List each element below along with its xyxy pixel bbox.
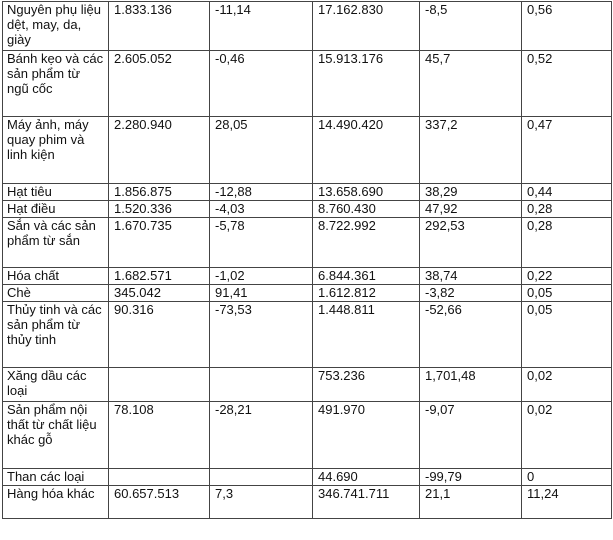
value-cell: 1.833.136 [109,2,210,51]
value-cell: -0,46 [210,51,313,117]
value-cell: 0,47 [522,117,612,184]
value-cell: 0 [522,469,612,486]
table-row [3,117,612,184]
value-cell: 8.760.430 [313,201,420,218]
table-row [3,486,612,519]
item-cell: Nguyên phụ liệu dệt, may, da, giày [3,2,109,51]
value-cell: 1.670.735 [109,218,210,268]
value-cell: 753.236 [313,368,420,402]
value-cell: -73,53 [210,302,313,368]
value-cell: 292,53 [420,218,522,268]
item-cell: Hạt tiêu [3,184,109,201]
value-cell: 14.490.420 [313,117,420,184]
value-cell: 0,28 [522,201,612,218]
value-cell: 0,22 [522,268,612,285]
value-cell: -12,88 [210,184,313,201]
value-cell: 38,29 [420,184,522,201]
value-cell: 1.856.875 [109,184,210,201]
value-cell: 15.913.176 [313,51,420,117]
value-cell: 0,56 [522,2,612,51]
value-cell: 346.741.711 [313,486,420,519]
value-cell: -4,03 [210,201,313,218]
value-cell: 337,2 [420,117,522,184]
table-row [3,368,612,402]
item-cell: Bánh kẹo và các sản phẩm từ ngũ cốc [3,51,109,117]
value-cell: 1,701,48 [420,368,522,402]
value-cell: -11,14 [210,2,313,51]
table-row [3,51,612,117]
table-row [3,302,612,368]
value-cell: 11,24 [522,486,612,519]
value-cell: 45,7 [420,51,522,117]
value-cell: -3,82 [420,285,522,302]
value-cell [210,368,313,402]
table-row [3,268,612,285]
value-cell: 17.162.830 [313,2,420,51]
item-cell: Sắn và các sản phẩm từ sắn [3,218,109,268]
value-cell: 0,52 [522,51,612,117]
item-cell: Sản phẩm nội thất từ chất liệu khác gỗ [3,402,109,469]
table-row [3,2,612,51]
value-cell: 0,02 [522,402,612,469]
table-row [3,184,612,201]
item-cell: Hóa chất [3,268,109,285]
value-cell: 0,02 [522,368,612,402]
value-cell: -8,5 [420,2,522,51]
item-cell: Than các loại [3,469,109,486]
value-cell: 91,41 [210,285,313,302]
table-row [3,201,612,218]
value-cell: 60.657.513 [109,486,210,519]
item-cell: Hàng hóa khác [3,486,109,519]
item-cell: Máy ảnh, máy quay phim và linh kiện [3,117,109,184]
value-cell: 0,05 [522,302,612,368]
value-cell: 47,92 [420,201,522,218]
value-cell: 491.970 [313,402,420,469]
value-cell: -5,78 [210,218,313,268]
value-cell: 1.612.812 [313,285,420,302]
value-cell [210,469,313,486]
value-cell: 1.520.336 [109,201,210,218]
value-cell: 28,05 [210,117,313,184]
value-cell: 44.690 [313,469,420,486]
value-cell: -99,79 [420,469,522,486]
value-cell: 345.042 [109,285,210,302]
table-body [3,2,612,519]
value-cell: 1.448.811 [313,302,420,368]
value-cell: 6.844.361 [313,268,420,285]
value-cell [109,368,210,402]
value-cell: 2.280.940 [109,117,210,184]
value-cell: 0,05 [522,285,612,302]
value-cell: 0,44 [522,184,612,201]
value-cell: 7,3 [210,486,313,519]
value-cell: 0,28 [522,218,612,268]
value-cell: 38,74 [420,268,522,285]
value-cell: 78.108 [109,402,210,469]
value-cell: 13.658.690 [313,184,420,201]
item-cell: Xăng dầu các loại [3,368,109,402]
value-cell: 8.722.992 [313,218,420,268]
value-cell: 90.316 [109,302,210,368]
value-cell: -9,07 [420,402,522,469]
value-cell: -1,02 [210,268,313,285]
item-cell: Thủy tinh và các sản phẩm từ thủy tinh [3,302,109,368]
table-row [3,285,612,302]
value-cell: -52,66 [420,302,522,368]
value-cell [109,469,210,486]
table-row [3,469,612,486]
item-cell: Chè [3,285,109,302]
data-table [2,1,612,519]
table-row [3,218,612,268]
item-cell: Hạt điều [3,201,109,218]
value-cell: -28,21 [210,402,313,469]
value-cell: 1.682.571 [109,268,210,285]
table-row [3,402,612,469]
value-cell: 2.605.052 [109,51,210,117]
value-cell: 21,1 [420,486,522,519]
